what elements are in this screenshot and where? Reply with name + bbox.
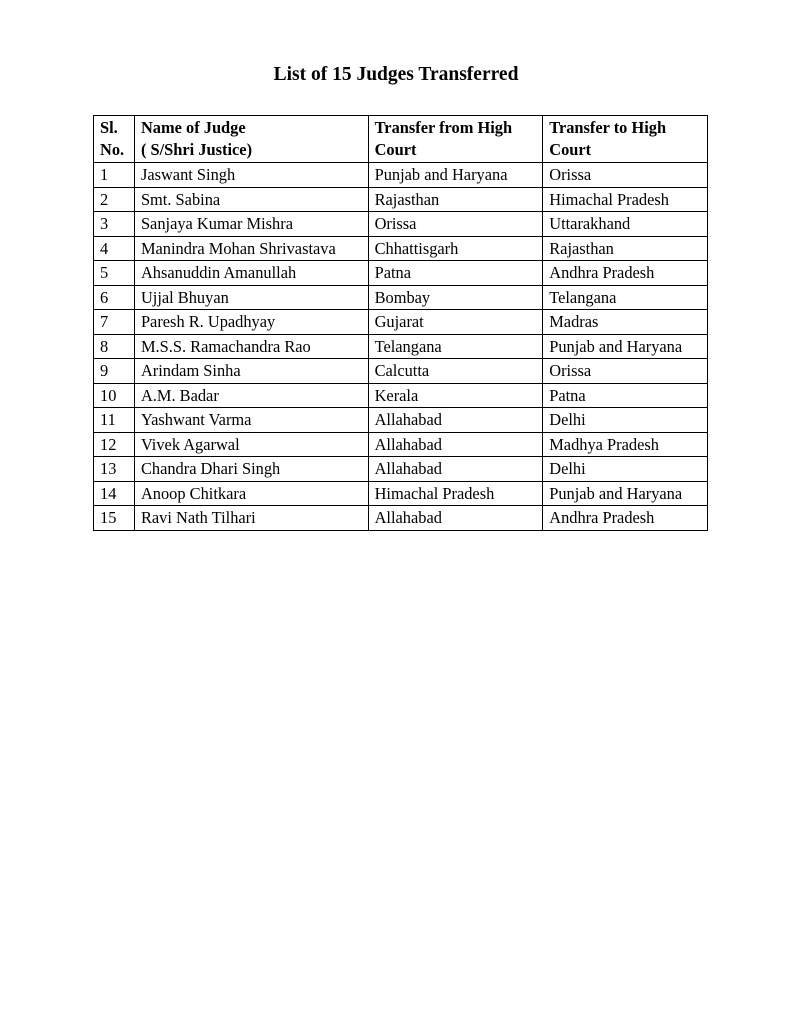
header-name-line-1: Name of Judge (140, 118, 246, 137)
cell-transfer-from: Allahabad (368, 457, 543, 482)
cell-transfer-to: Andhra Pradesh (543, 261, 708, 286)
header-to-line-2: Court (549, 140, 592, 159)
page-title: List of 15 Judges Transferred (273, 64, 519, 85)
cell-serial-number: 3 (94, 212, 135, 237)
cell-serial-number: 9 (94, 359, 135, 384)
cell-serial-number: 2 (94, 187, 135, 212)
cell-judge-name: M.S.S. Ramachandra Rao (134, 334, 368, 359)
cell-serial-number: 8 (94, 334, 135, 359)
cell-serial-number: 15 (94, 506, 135, 531)
header-name-line-2: ( S/Shri Justice) (140, 140, 253, 159)
table-row (94, 285, 708, 310)
cell-transfer-to: Uttarakhand (543, 212, 708, 237)
cell-transfer-from: Bombay (368, 285, 543, 310)
cell-transfer-to: Delhi (543, 408, 708, 433)
cell-judge-name: Sanjaya Kumar Mishra (134, 212, 368, 237)
cell-transfer-to: Patna (543, 383, 708, 408)
cell-transfer-from: Allahabad (368, 506, 543, 531)
cell-serial-number: 6 (94, 285, 135, 310)
header-transfer-from (368, 116, 543, 163)
cell-judge-name: Chandra Dhari Singh (134, 457, 368, 482)
cell-transfer-from: Kerala (368, 383, 543, 408)
cell-transfer-to: Telangana (543, 285, 708, 310)
cell-serial-number: 1 (94, 163, 135, 188)
table-row (94, 359, 708, 384)
cell-judge-name: Arindam Sinha (134, 359, 368, 384)
cell-transfer-to: Rajasthan (543, 236, 708, 261)
cell-judge-name: Paresh R. Upadhyay (134, 310, 368, 335)
cell-judge-name: Ahsanuddin Amanullah (134, 261, 368, 286)
cell-judge-name: Ravi Nath Tilhari (134, 506, 368, 531)
table-row (94, 506, 708, 531)
cell-transfer-from: Allahabad (368, 408, 543, 433)
cell-transfer-from: Gujarat (368, 310, 543, 335)
cell-judge-name: Anoop Chitkara (134, 481, 368, 506)
header-from-line-2: Court (374, 140, 417, 159)
judges-transfer-table (93, 115, 708, 531)
cell-serial-number: 7 (94, 310, 135, 335)
cell-serial-number: 5 (94, 261, 135, 286)
cell-judge-name: Jaswant Singh (134, 163, 368, 188)
cell-serial-number: 14 (94, 481, 135, 506)
cell-transfer-to: Orissa (543, 163, 708, 188)
cell-serial-number: 4 (94, 236, 135, 261)
cell-transfer-to: Orissa (543, 359, 708, 384)
table-row (94, 261, 708, 286)
table-row (94, 187, 708, 212)
cell-transfer-from: Himachal Pradesh (368, 481, 543, 506)
table-row (94, 432, 708, 457)
cell-serial-number: 10 (94, 383, 135, 408)
table-row (94, 236, 708, 261)
cell-serial-number: 11 (94, 408, 135, 433)
header-judge-name (134, 116, 368, 163)
table-header-row (94, 116, 708, 163)
table-row (94, 383, 708, 408)
cell-transfer-to: Andhra Pradesh (543, 506, 708, 531)
cell-transfer-from: Chhattisgarh (368, 236, 543, 261)
cell-transfer-from: Telangana (368, 334, 543, 359)
cell-transfer-to: Madhya Pradesh (543, 432, 708, 457)
header-to-line-1: Transfer to High (549, 118, 667, 137)
cell-serial-number: 13 (94, 457, 135, 482)
cell-transfer-to: Punjab and Haryana (543, 334, 708, 359)
table-row (94, 481, 708, 506)
cell-transfer-from: Punjab and Haryana (368, 163, 543, 188)
table-row (94, 212, 708, 237)
cell-transfer-from: Orissa (368, 212, 543, 237)
table-row (94, 310, 708, 335)
header-serial-line-2: No. (100, 140, 125, 159)
table-row (94, 163, 708, 188)
cell-judge-name: Smt. Sabina (134, 187, 368, 212)
cell-transfer-to: Punjab and Haryana (543, 481, 708, 506)
cell-transfer-from: Patna (368, 261, 543, 286)
cell-judge-name: Ujjal Bhuyan (134, 285, 368, 310)
cell-judge-name: Manindra Mohan Shrivastava (134, 236, 368, 261)
table-row (94, 334, 708, 359)
cell-transfer-from: Calcutta (368, 359, 543, 384)
table-row (94, 408, 708, 433)
header-serial-number (94, 116, 135, 163)
cell-transfer-to: Himachal Pradesh (543, 187, 708, 212)
table-body (94, 163, 708, 531)
cell-transfer-from: Rajasthan (368, 187, 543, 212)
cell-transfer-from: Allahabad (368, 432, 543, 457)
header-from-line-1: Transfer from High (374, 118, 513, 137)
table-row (94, 457, 708, 482)
cell-transfer-to: Delhi (543, 457, 708, 482)
cell-serial-number: 12 (94, 432, 135, 457)
header-serial-line-1: Sl. (100, 118, 118, 137)
header-transfer-to (543, 116, 708, 163)
cell-judge-name: A.M. Badar (134, 383, 368, 408)
cell-judge-name: Yashwant Varma (134, 408, 368, 433)
cell-transfer-to: Madras (543, 310, 708, 335)
cell-judge-name: Vivek Agarwal (134, 432, 368, 457)
